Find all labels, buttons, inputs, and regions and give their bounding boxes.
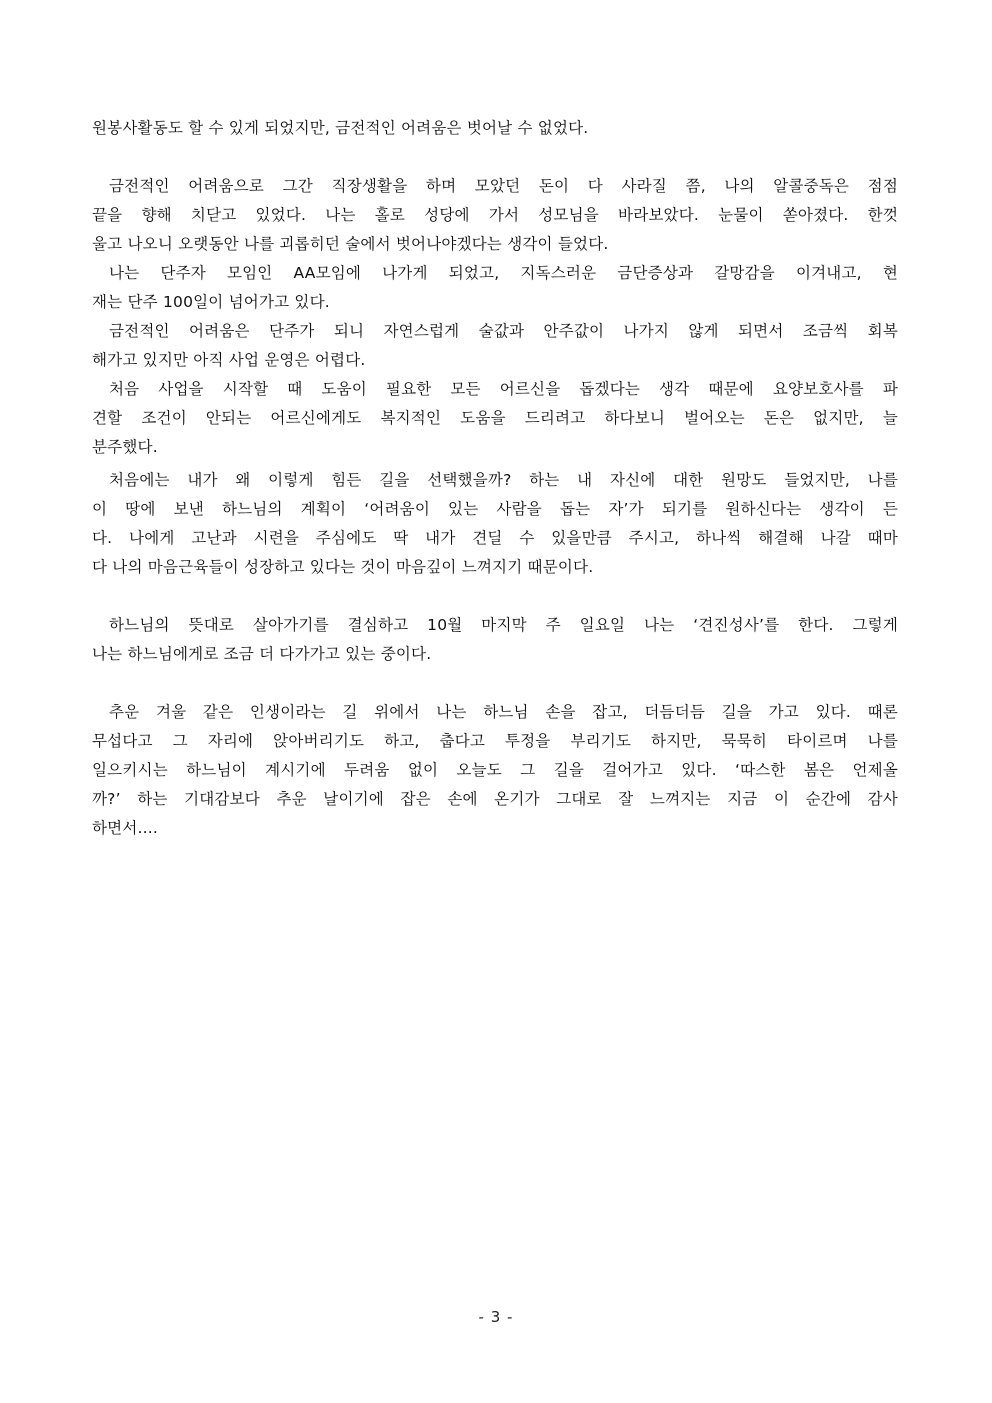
document-body bbox=[92, 114, 898, 843]
text-line: 처음에는 내가 왜 이렇게 힘든 길을 선택했을까? 하는 내 자신에 대한 원망도 들었지만, 나를 bbox=[109, 471, 898, 489]
text-line: 나는 하느님에게로 조금 더 다가가고 있는 중이다. bbox=[92, 645, 432, 663]
text-line: 일으키시는 하느님이 계시기에 두려움 없이 오늘도 그 길을 걸어가고 있다. ‘따스한 봄은 언제올 bbox=[92, 761, 898, 779]
text-line: 하느님의 뜻대로 살아가기를 결심하고 10월 마지막 주 일요일 나는 ‘견진성사’를 한다. 그렇게 bbox=[109, 616, 898, 634]
text-line: 다. 나에게 고난과 시련을 주심에도 딱 내가 견딜 수 있을만큼 주시고, 하나씩 해결해 나갈 때마 bbox=[92, 529, 898, 547]
paragraph-0 bbox=[92, 114, 898, 143]
text-line: 금전적인 어려움으로 그간 직장생활을 하며 모았던 돈이 다 사라질 쯤, 나의 알콜중독은 점점 bbox=[109, 177, 898, 195]
paragraph-gap bbox=[92, 582, 898, 611]
paragraph-gap bbox=[92, 143, 898, 172]
text-line: 끝을 향해 치닫고 있었다. 나는 홀로 성당에 가서 성모님을 바라보았다. 눈물이 쏟아졌다. 한껏 bbox=[92, 206, 898, 224]
text-line: 다 나의 마음근육들이 성장하고 있다는 것이 마음깊이 느껴지기 때문이다. bbox=[92, 558, 594, 576]
text-line: 분주했다. bbox=[92, 438, 158, 456]
text-line: 무섭다고 그 자리에 앉아버리기도 하고, 춥다고 투정을 부리기도 하지만, 묵묵히 타이르며 나를 bbox=[92, 732, 898, 750]
paragraph-2 bbox=[92, 259, 898, 317]
paragraph-7 bbox=[92, 698, 898, 843]
paragraph-6 bbox=[92, 611, 898, 669]
text-line: 까?’ 하는 기대감보다 추운 날이기에 잡은 손에 온기가 그대로 잘 느껴지는 지금 이 순간에 감사 bbox=[92, 790, 898, 808]
paragraph-1 bbox=[92, 172, 898, 259]
paragraph-4 bbox=[92, 375, 898, 462]
text-line: 견할 조건이 안되는 어르신에게도 복지적인 도움을 드리려고 하다보니 벌어오는 돈은 없지만, 늘 bbox=[92, 409, 898, 427]
text-line: 처음 사업을 시작할 때 도움이 필요한 모든 어르신을 돕겠다는 생각 때문에 요양보호사를 파 bbox=[109, 380, 898, 398]
text-line: 하면서.... bbox=[92, 819, 159, 837]
text-line: 원봉사활동도 할 수 있게 되었지만, 금전적인 어려움은 벗어날 수 없었다. bbox=[92, 119, 589, 137]
paragraph-3 bbox=[92, 317, 898, 375]
paragraph-gap bbox=[92, 669, 898, 698]
text-line: 재는 단주 100일이 넘어가고 있다. bbox=[92, 293, 330, 311]
text-line: 나는 단주자 모임인 AA모임에 나가게 되었고, 지독스러운 금단증상과 갈망감을 이겨내고, 현 bbox=[109, 264, 898, 282]
text-line: 울고 나오니 오랫동안 나를 괴롭히던 술에서 벗어나야겠다는 생각이 들었다. bbox=[92, 235, 609, 253]
text-line: 금전적인 어려움은 단주가 되니 자연스럽게 술값과 안주값이 나가지 않게 되면서 조금씩 회복 bbox=[109, 322, 898, 340]
text-line: 추운 겨울 같은 인생이라는 길 위에서 나는 하느님 손을 잡고, 더듬더듬 길을 가고 있다. 때론 bbox=[109, 703, 898, 721]
paragraph-5 bbox=[92, 466, 898, 582]
text-line: 이 땅에 보낸 하느님의 계획이 ‘어려움이 있는 사람을 돕는 자’가 되기를 원하신다는 생각이 든 bbox=[92, 500, 898, 518]
page-number: - 3 - bbox=[478, 1308, 514, 1326]
text-line: 해가고 있지만 아직 사업 운영은 어렵다. bbox=[92, 351, 366, 369]
